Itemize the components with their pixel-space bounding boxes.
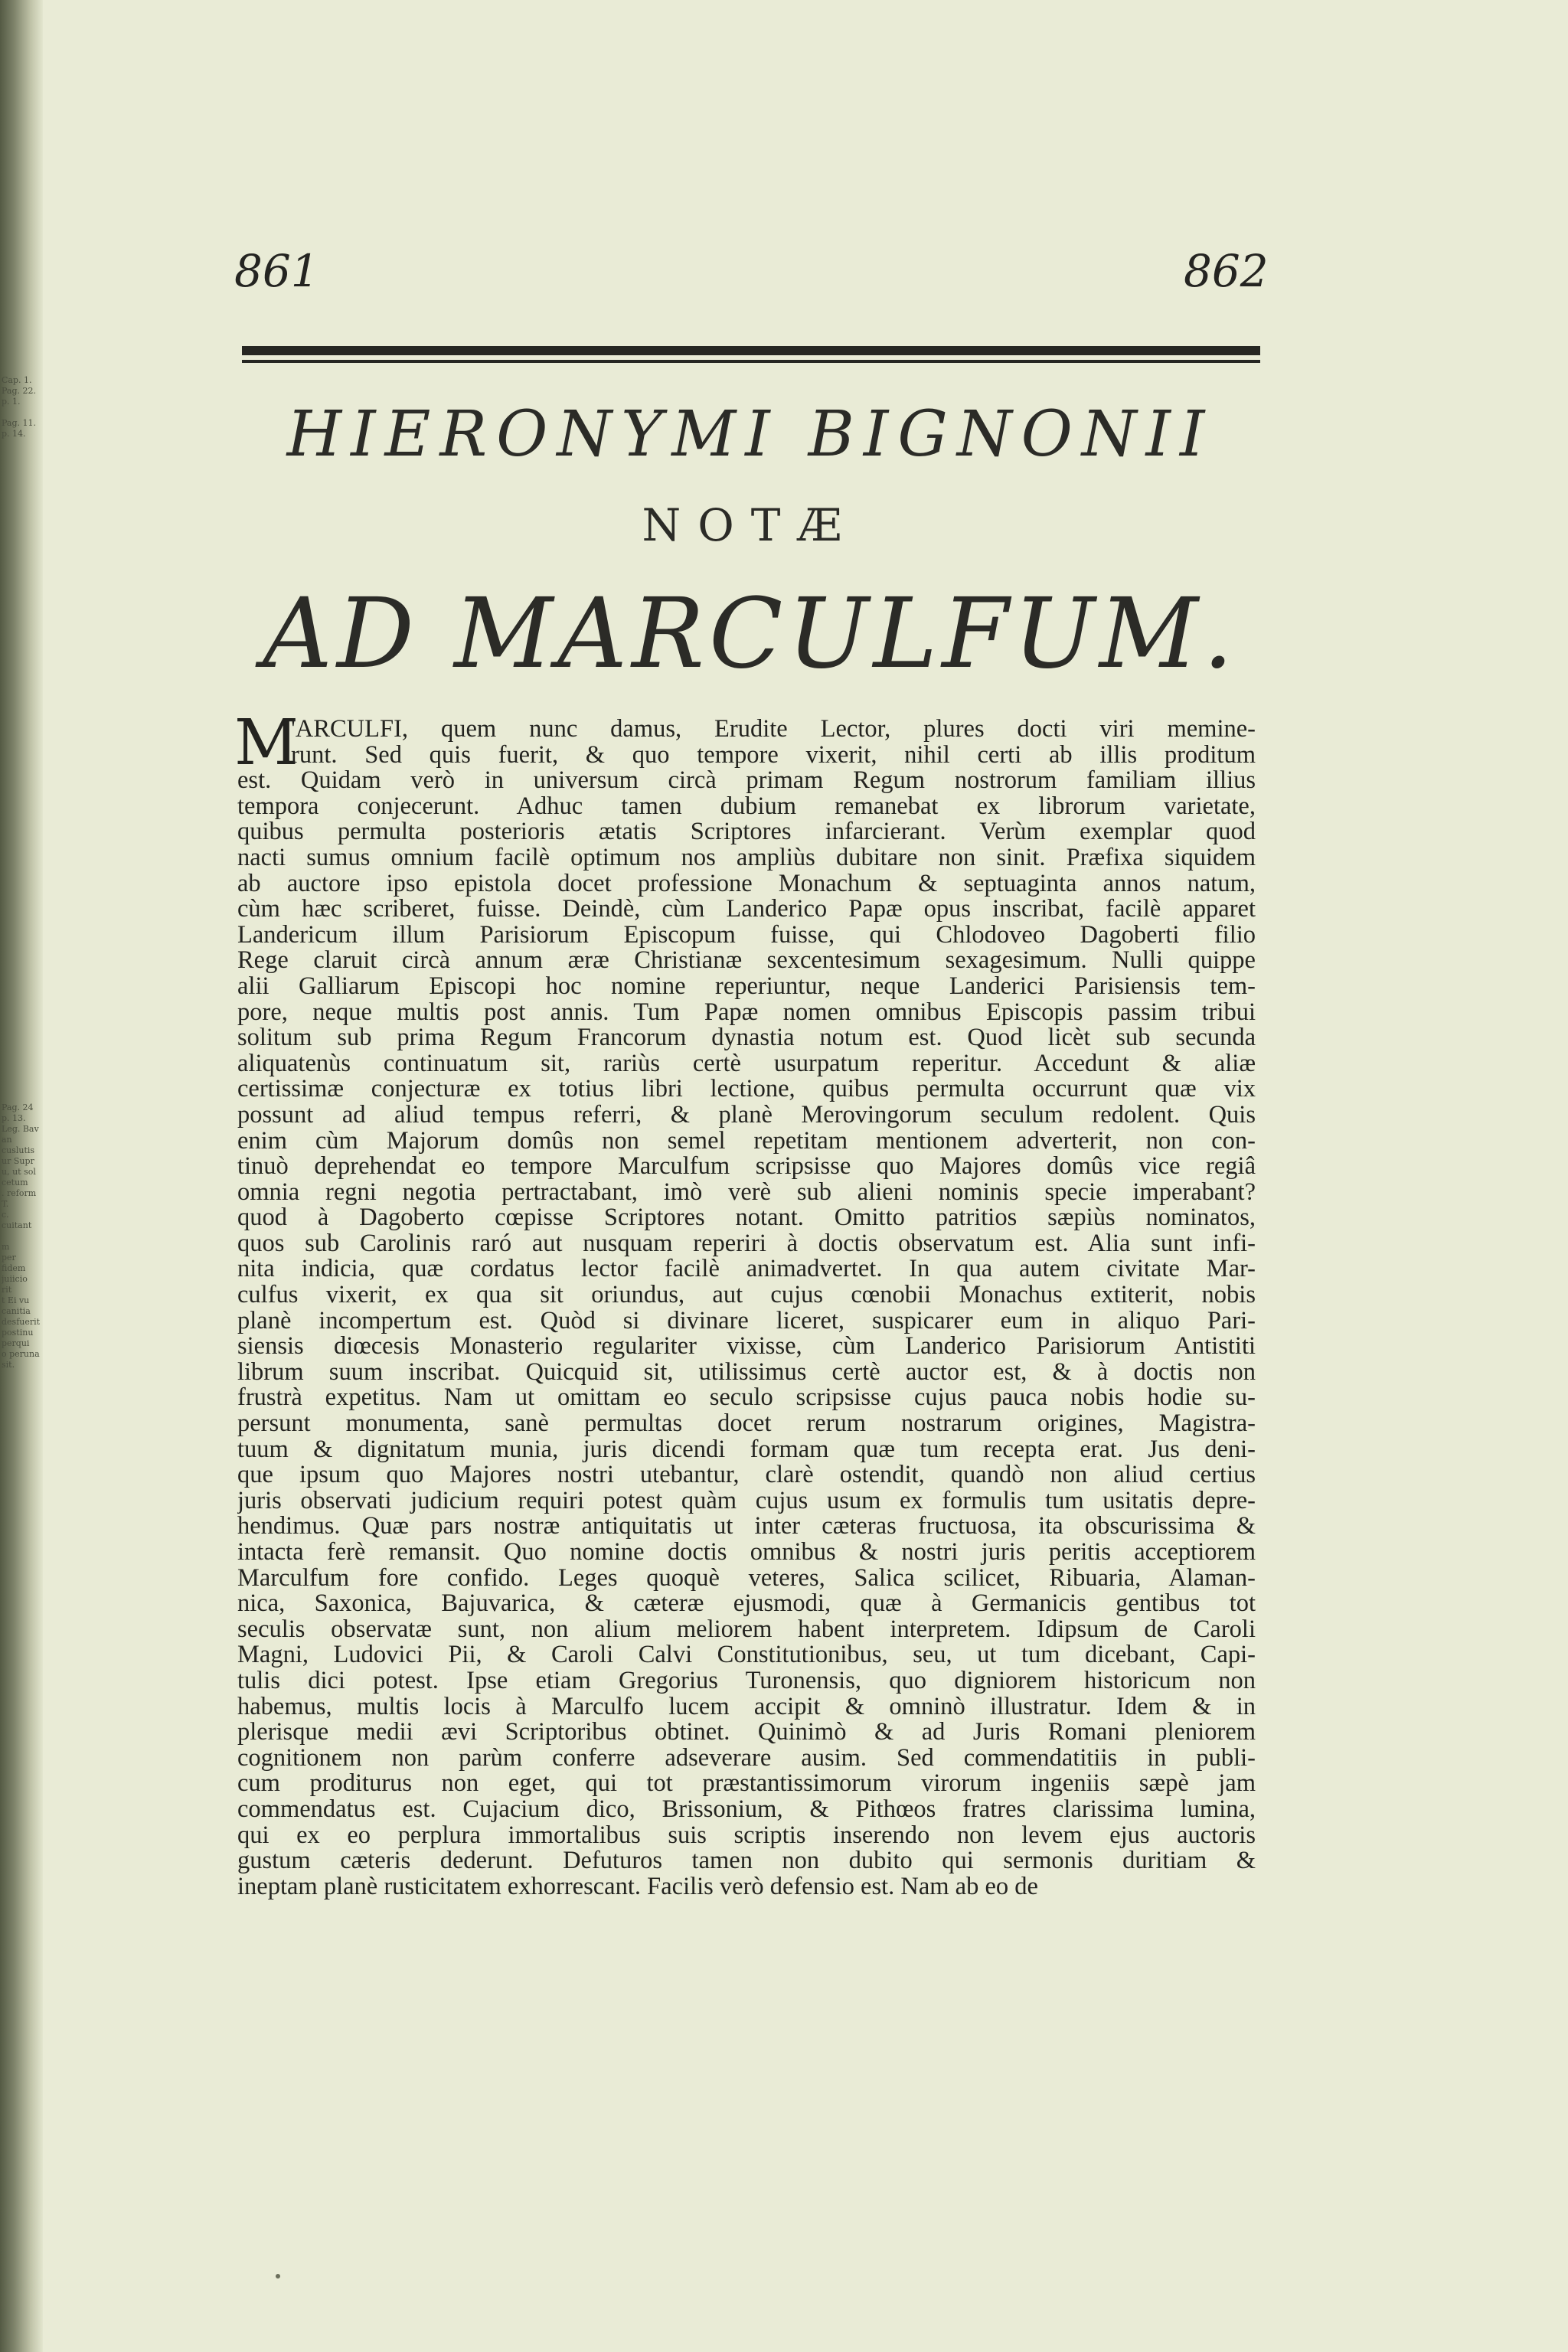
- margin-notes-upper: Cap. 1. Pag. 22. p. 1. Pag. 11. p. 14.: [2, 375, 36, 439]
- body-line: certissimæ conjecturæ ex totius libri lectione, quibus permulta occurrunt quæ vix: [237, 1076, 1256, 1102]
- body-line: quibus permulta posterioris ætatis Scriptores infarcierant. Verùm exemplar quod: [237, 819, 1256, 845]
- body-line: 'ARCULFI, quem nunc damus, Erudite Lector, plures docti viri memine-: [291, 717, 1256, 743]
- body-line: est. Quidam verò in universum circà primam Regum nostrorum familiam illius: [237, 768, 1256, 794]
- body-line: frustrà expetitus. Nam ut omittam eo seculo scripsisse cujus pauca nobis hodie su-: [237, 1385, 1256, 1412]
- drop-cap: M: [234, 707, 299, 779]
- title-subject: AD MARCULFUM.: [263, 577, 1238, 690]
- body-line: tulis dici potest. Ipse etiam Gregorius Turonensis, quo digniorem historicum non: [237, 1668, 1256, 1694]
- body-line: aliquatenùs continuatum sit, rariùs certè usurpatum reperitur. Accedunt & aliæ: [237, 1050, 1256, 1077]
- body-line: omnia regni negotia pertractabant, imò verè sub alieni nominis specie imperabant?: [237, 1179, 1256, 1206]
- body-line: tuum & dignitatum munia, juris dicendi formam quæ tum recepta erat. Jus deni-: [237, 1436, 1256, 1463]
- body-line: quod à Dagoberto cœpisse Scriptores notant. Omitto patritios sæpiùs nominatos,: [237, 1205, 1256, 1231]
- body-line: ab auctore ipso epistola docet professione Monachum & septuaginta annos natum,: [237, 871, 1256, 897]
- body-line: commendatus est. Cujacium dico, Brissonium, & Pithœos fratres clarissima lumina,: [237, 1796, 1256, 1823]
- body-line: juris observati judicium requiri potest quàm cujus usum ex formulis tum usitatis depre-: [237, 1488, 1256, 1514]
- body-line: cùm hæc scriberet, fuisse. Deindè, cùm Landerico Papæ opus inscribat, facilè apparet: [237, 897, 1256, 923]
- body-line: runt. Sed quis fuerit, & quo tempore vixerit, nihil certi ab illis proditum: [291, 742, 1256, 769]
- title-author: HIERONYMI BIGNONII: [286, 398, 1214, 471]
- body-line: seculis observatæ sunt, non alium meliorem habent interpretem. Idipsum de Caroli: [237, 1616, 1256, 1643]
- body-line: nica, Saxonica, Bajuvarica, & cæteræ ejusmodi, quæ à Germanicis gentibus tot: [237, 1591, 1256, 1617]
- body-line: solitum sub prima Regum Francorum dynastia notum est. Quod licèt sub secunda: [237, 1025, 1256, 1051]
- body-line: gustum cæteris dederunt. Defuturos tamen non dubito qui sermonis duritiam &: [237, 1848, 1256, 1874]
- title-notae: NOTÆ: [642, 499, 859, 551]
- body-line: alii Galliarum Episcopi hoc nomine reperiuntur, neque Landerici Parisiensis tem-: [237, 973, 1256, 1000]
- body-line: persunt monumenta, sanè permultas docet rerum nostrarum origines, Magistra-: [237, 1411, 1256, 1437]
- body-line: pore, neque multis post annis. Tum Papæ nomen omnibus Episcopis passim tribui: [237, 999, 1256, 1026]
- ink-speck: [276, 2274, 280, 2278]
- body-line: planè incompertum est. Quòd si divinare liceret, suspicarer eum in aliquo Pari-: [237, 1308, 1256, 1334]
- body-line: qui ex eo perplura immortalibus suis scriptis inserendo non levem ejus auctoris: [237, 1822, 1256, 1849]
- body-line: Magni, Ludovici Pii, & Caroli Calvi Constitutionibus, seu, ut tum dicebant, Capi-: [237, 1642, 1256, 1668]
- body-line: culfus vixerit, ex qua sit oriundus, aut cujus cœnobii Monachus extiterit, nobis: [237, 1282, 1256, 1308]
- body-line: que ipsum quo Majores nostri utebantur, clarè ostendit, quandò non aliud certius: [237, 1462, 1256, 1488]
- body-line: tempora conjecerunt. Adhuc tamen dubium remanebat ex librorum varietate,: [237, 793, 1256, 820]
- body-line: possunt ad aliud tempus referri, & planè Merovingorum seculum redolent. Quis: [237, 1102, 1256, 1129]
- body-line: cum proditurus non eget, qui tot præstantissimorum virorum ingeniis sæpè jam: [237, 1771, 1256, 1797]
- body-line: tinuò deprehendat eo tempore Marculfum scripsisse quo Majores domûs vice regiâ: [237, 1154, 1256, 1180]
- rule-thick: [242, 346, 1260, 355]
- body-line: habemus, multis locis à Marculfo lucem accipit & omninò illustratur. Idem & in: [237, 1694, 1256, 1720]
- body-line: nacti sumus omnium facilè optimum nos ampliùs dubitare non sinit. Præfixa siquidem: [237, 844, 1256, 871]
- margin-notes-lower: Pag. 24 p. 13. Leg. Bav an cuslutis ur Supr u, ut sol cetum . reform T. c. cuitant m per fidem juiicio rit t Ei vu canitia desfuerit postinu perqui o peruna sit.: [2, 1102, 40, 1370]
- body-line: ineptam planè rusticitatem exhorrescant. Facilis verò defensio est. Nam ab eo de: [237, 1873, 1038, 1900]
- body-line: librum suum inscribat. Quicquid sit, utilissimus certè auctor est, & à doctis non: [237, 1359, 1256, 1386]
- rule-thin: [242, 360, 1260, 363]
- body-line: plerisque medii ævi Scriptoribus obtinet. Quinimò & ad Juris Romani pleniorem: [237, 1720, 1256, 1746]
- body-line: enim cùm Majorum domûs non semel repetitam mentionem adverterit, non con-: [237, 1128, 1256, 1155]
- folio-right: 862: [1184, 245, 1269, 297]
- body-line: siensis diœcesis Monasterio regulariter vixisse, cùm Landerico Parisiorum Antistiti: [237, 1334, 1256, 1360]
- body-line: cognitionem non parùm conferre adseverare ausim. Sed commendatitiis in publi-: [237, 1745, 1256, 1772]
- body-line: quos sub Carolinis raró aut nusquam reperiri à doctis observatum est. Alia sunt infi-: [237, 1230, 1256, 1257]
- header-double-rule: [242, 346, 1260, 369]
- body-line: Rege claruit circà annum æræ Christianæ sexcentesimum sexagesimum. Nulli quippe: [237, 948, 1256, 974]
- body-line: nita indicia, quæ cordatus lector facilè animadvertet. In qua autem civitate Mar-: [237, 1256, 1256, 1283]
- body-line: Marculfum fore confido. Leges quoquè veteres, Salica scilicet, Ribuaria, Alaman-: [237, 1565, 1256, 1592]
- body-text: [237, 717, 1256, 1900]
- body-line: Landericum illum Parisiorum Episcopum fuisse, qui Chlodoveo Dagoberti filio: [237, 922, 1256, 949]
- body-line: intacta ferè remansit. Quo nomine doctis omnibus & nostri juris peritis acceptiorem: [237, 1540, 1256, 1566]
- body-line: hendimus. Quæ pars nostræ antiquitatis ut inter cæteras fructuosa, ita obscurissima &: [237, 1514, 1256, 1540]
- folio-left: 861: [234, 245, 319, 297]
